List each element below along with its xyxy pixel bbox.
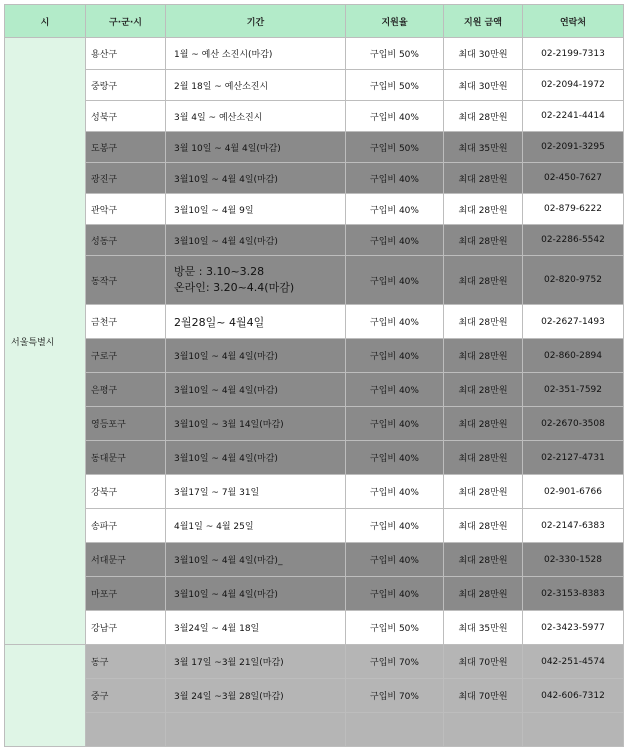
phone-cell: 02-330-1528 bbox=[523, 543, 624, 577]
rate-cell: 구입비 40% bbox=[346, 225, 444, 256]
rate-cell: 구입비 40% bbox=[346, 101, 444, 132]
table-row bbox=[5, 543, 624, 577]
period-cell: 3월 4일 ~ 예산소진시 bbox=[166, 101, 346, 132]
district-cell: 성북구 bbox=[86, 101, 166, 132]
district-cell: 금천구 bbox=[86, 305, 166, 339]
table-row bbox=[5, 339, 624, 373]
district-cell: 영등포구 bbox=[86, 407, 166, 441]
amount-cell: 최대 70만원 bbox=[444, 679, 523, 713]
district-cell: 동작구 bbox=[86, 256, 166, 305]
rate-cell: 구입비 40% bbox=[346, 256, 444, 305]
period-cell: 3월10일 ~ 3월 14일(마감) bbox=[166, 407, 346, 441]
rate-cell: 구입비 40% bbox=[346, 407, 444, 441]
district-cell: 은평구 bbox=[86, 373, 166, 407]
header-contact: 연락처 bbox=[523, 5, 624, 38]
amount-cell: 최대 30만원 bbox=[444, 70, 523, 101]
period-cell: 3월10일 ~ 4월 4일(마감) bbox=[166, 441, 346, 475]
amount-cell: 최대 28만원 bbox=[444, 101, 523, 132]
table-row bbox=[5, 225, 624, 256]
table-row bbox=[5, 475, 624, 509]
amount-cell: 최대 28만원 bbox=[444, 163, 523, 194]
amount-cell: 최대 28만원 bbox=[444, 577, 523, 611]
table-row bbox=[5, 38, 624, 70]
table-row bbox=[5, 305, 624, 339]
district-cell: 광진구 bbox=[86, 163, 166, 194]
period-cell: 3월 17일 ~3월 21일(마감) bbox=[166, 645, 346, 679]
phone-cell bbox=[523, 713, 624, 747]
amount-cell bbox=[444, 713, 523, 747]
district-cell: 도봉구 bbox=[86, 132, 166, 163]
period-cell: 4월1일 ~ 4월 25일 bbox=[166, 509, 346, 543]
amount-cell: 최대 70만원 bbox=[444, 645, 523, 679]
phone-cell: 02-820-9752 bbox=[523, 256, 624, 305]
period-cell: 3월10일 ~ 4월 4일(마감) bbox=[166, 577, 346, 611]
phone-cell: 02-2091-3295 bbox=[523, 132, 624, 163]
table-row bbox=[5, 132, 624, 163]
period-cell: 3월17일 ~ 7월 31일 bbox=[166, 475, 346, 509]
amount-cell: 최대 28만원 bbox=[444, 407, 523, 441]
phone-cell: 02-3423-5977 bbox=[523, 611, 624, 645]
rate-cell: 구입비 50% bbox=[346, 38, 444, 70]
phone-cell: 02-351-7592 bbox=[523, 373, 624, 407]
period-cell: 3월10일 ~ 4월 4일(마감)_ bbox=[166, 543, 346, 577]
phone-cell: 02-2286-5542 bbox=[523, 225, 624, 256]
header-amount: 지원 금액 bbox=[444, 5, 523, 38]
rate-cell: 구입비 40% bbox=[346, 194, 444, 225]
period-cell: 3월10일 ~ 4월 4일(마감) bbox=[166, 373, 346, 407]
period-cell: 3월10일 ~ 4월 4일(마감) bbox=[166, 339, 346, 373]
period-cell: 3월10일 ~ 4월 4일(마감) bbox=[166, 225, 346, 256]
rate-cell: 구입비 40% bbox=[346, 339, 444, 373]
period-cell: 1월 ~ 예산 소진시(마감) bbox=[166, 38, 346, 70]
table-row bbox=[5, 713, 624, 747]
rate-cell: 구입비 70% bbox=[346, 679, 444, 713]
district-cell: 관악구 bbox=[86, 194, 166, 225]
amount-cell: 최대 28만원 bbox=[444, 339, 523, 373]
district-cell: 중랑구 bbox=[86, 70, 166, 101]
table-row bbox=[5, 509, 624, 543]
rate-cell: 구입비 50% bbox=[346, 132, 444, 163]
amount-cell: 최대 28만원 bbox=[444, 225, 523, 256]
rate-cell: 구입비 70% bbox=[346, 645, 444, 679]
district-cell: 동구 bbox=[86, 645, 166, 679]
city-cell: 서울특별시 bbox=[5, 38, 86, 645]
district-cell: 성동구 bbox=[86, 225, 166, 256]
subsidy-table bbox=[4, 4, 624, 747]
header-city: 시 bbox=[5, 5, 86, 38]
table-row bbox=[5, 373, 624, 407]
city-cell bbox=[5, 645, 86, 747]
period-line: 온라인: 3.20~4.4(마감) bbox=[174, 281, 295, 294]
period-cell: 2월28일~ 4월4일 bbox=[166, 305, 346, 339]
rate-cell: 구입비 40% bbox=[346, 441, 444, 475]
district-cell: 마포구 bbox=[86, 577, 166, 611]
amount-cell: 최대 35만원 bbox=[444, 611, 523, 645]
district-cell: 구로구 bbox=[86, 339, 166, 373]
table-row bbox=[5, 163, 624, 194]
table-row bbox=[5, 577, 624, 611]
period-cell: 3월24일 ~ 4월 18일 bbox=[166, 611, 346, 645]
table-row bbox=[5, 101, 624, 132]
amount-cell: 최대 35만원 bbox=[444, 132, 523, 163]
phone-cell: 02-2627-1493 bbox=[523, 305, 624, 339]
district-cell: 서대문구 bbox=[86, 543, 166, 577]
phone-cell: 042-251-4574 bbox=[523, 645, 624, 679]
phone-cell: 02-2199-7313 bbox=[523, 38, 624, 70]
period-cell: 3월 24일 ~3월 28일(마감) bbox=[166, 679, 346, 713]
header-rate: 지원율 bbox=[346, 5, 444, 38]
district-cell: 송파구 bbox=[86, 509, 166, 543]
phone-cell: 02-901-6766 bbox=[523, 475, 624, 509]
phone-cell: 02-3153-8383 bbox=[523, 577, 624, 611]
table-row bbox=[5, 645, 624, 679]
header-district: 구·군·시 bbox=[86, 5, 166, 38]
table-row bbox=[5, 679, 624, 713]
rate-cell: 구입비 40% bbox=[346, 163, 444, 194]
rate-cell: 구입비 40% bbox=[346, 543, 444, 577]
rate-cell: 구입비 50% bbox=[346, 611, 444, 645]
district-cell: 중구 bbox=[86, 679, 166, 713]
rate-cell: 구입비 40% bbox=[346, 475, 444, 509]
amount-cell: 최대 28만원 bbox=[444, 543, 523, 577]
district-cell: 용산구 bbox=[86, 38, 166, 70]
rate-cell: 구입비 50% bbox=[346, 70, 444, 101]
amount-cell: 최대 28만원 bbox=[444, 373, 523, 407]
subsidy-table-wrapper bbox=[4, 4, 624, 747]
amount-cell: 최대 30만원 bbox=[444, 38, 523, 70]
phone-cell: 02-879-6222 bbox=[523, 194, 624, 225]
phone-cell: 02-2127-4731 bbox=[523, 441, 624, 475]
amount-cell: 최대 28만원 bbox=[444, 475, 523, 509]
phone-cell: 02-450-7627 bbox=[523, 163, 624, 194]
rate-cell: 구입비 40% bbox=[346, 577, 444, 611]
period-cell: 3월10일 ~ 4월 4일(마감) bbox=[166, 163, 346, 194]
period-cell: 3월10일 ~ 4월 9일 bbox=[166, 194, 346, 225]
header-row bbox=[5, 5, 624, 38]
period-cell: 2월 18일 ~ 예산소진시 bbox=[166, 70, 346, 101]
table-row bbox=[5, 611, 624, 645]
table-row bbox=[5, 70, 624, 101]
district-cell: 강남구 bbox=[86, 611, 166, 645]
table-body bbox=[5, 38, 624, 747]
table-row bbox=[5, 407, 624, 441]
rate-cell: 구입비 40% bbox=[346, 509, 444, 543]
rate-cell: 구입비 40% bbox=[346, 373, 444, 407]
header-period: 기간 bbox=[166, 5, 346, 38]
period-cell: 3월 10일 ~ 4월 4일(마감) bbox=[166, 132, 346, 163]
period-line: 방문 : 3.10~3.28 bbox=[174, 265, 265, 278]
phone-cell: 02-2094-1972 bbox=[523, 70, 624, 101]
amount-cell: 최대 28만원 bbox=[444, 441, 523, 475]
amount-cell: 최대 28만원 bbox=[444, 509, 523, 543]
district-cell: 동대문구 bbox=[86, 441, 166, 475]
phone-cell: 02-2147-6383 bbox=[523, 509, 624, 543]
amount-cell: 최대 28만원 bbox=[444, 256, 523, 305]
phone-cell: 02-2241-4414 bbox=[523, 101, 624, 132]
rate-cell bbox=[346, 713, 444, 747]
table-row bbox=[5, 194, 624, 225]
district-cell: 강북구 bbox=[86, 475, 166, 509]
table-row bbox=[5, 256, 624, 305]
district-cell bbox=[86, 713, 166, 747]
amount-cell: 최대 28만원 bbox=[444, 194, 523, 225]
period-cell bbox=[166, 713, 346, 747]
period-cell bbox=[166, 256, 346, 305]
phone-cell: 02-2670-3508 bbox=[523, 407, 624, 441]
phone-cell: 042-606-7312 bbox=[523, 679, 624, 713]
phone-cell: 02-860-2894 bbox=[523, 339, 624, 373]
table-row bbox=[5, 441, 624, 475]
rate-cell: 구입비 40% bbox=[346, 305, 444, 339]
amount-cell: 최대 28만원 bbox=[444, 305, 523, 339]
